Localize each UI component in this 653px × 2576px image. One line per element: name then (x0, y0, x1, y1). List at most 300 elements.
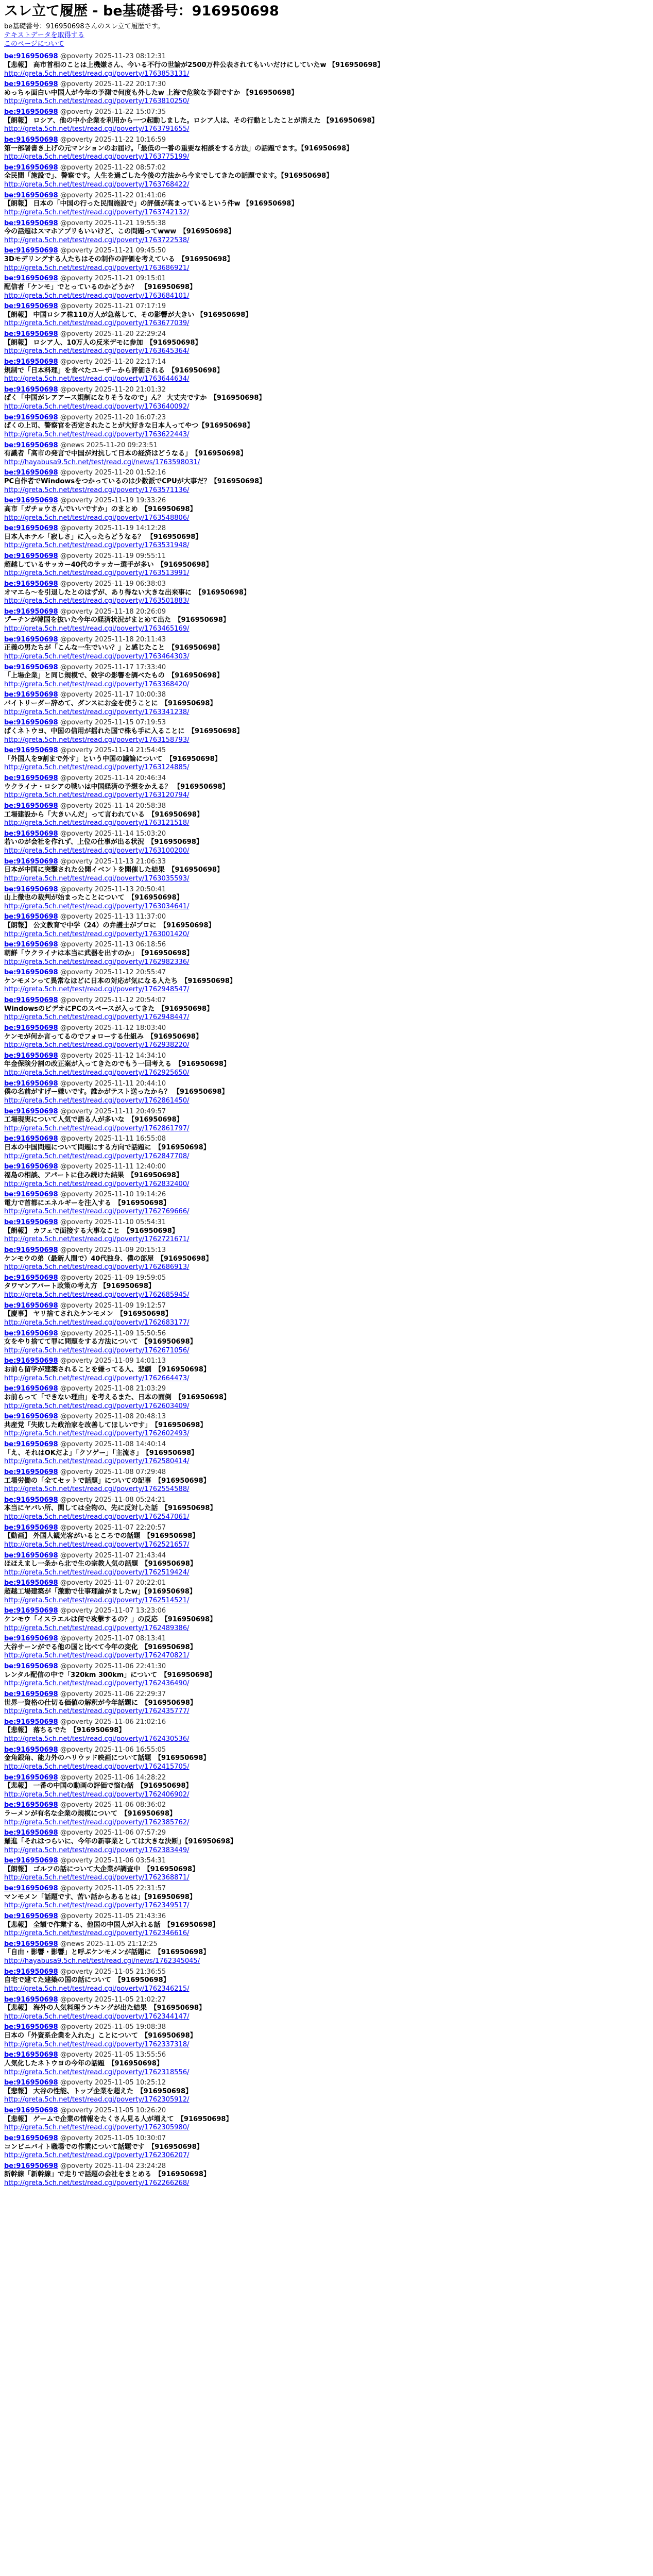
be-id-link[interactable]: be:916950698 (4, 1995, 58, 2004)
thread-url-link[interactable]: http://greta.5ch.net/test/read.cgi/poverty/1762385762/ (4, 1818, 190, 1826)
entry-meta (4, 1690, 649, 1699)
posted-time: 2025-11-09 19:59:05 (95, 1274, 166, 1282)
thread-url-link[interactable]: http://greta.5ch.net/test/read.cgi/poverty/1762306207/ (4, 2151, 190, 2160)
thread-title: 「え、それはOKだよ」「クソゲー」「主流さ」 【916950698】 (4, 1449, 198, 1457)
be-id-link[interactable]: be:916950698 (4, 941, 58, 949)
board-name: @poverty (60, 663, 93, 671)
posted-time: 2025-11-23 08:12:31 (95, 53, 166, 61)
thread-title: 「外国人を9割まで外す」という中国の議論について 【916950698】 (4, 755, 221, 763)
thread-title: レンタル配信の中で「320km 300km」について 【916950698】 (4, 1671, 216, 1679)
entry-meta (4, 1135, 649, 1144)
board-name: @poverty (60, 552, 93, 561)
thread-url-link[interactable]: http://greta.5ch.net/test/read.cgi/poverty/1762383449/ (4, 1846, 190, 1854)
be-id-link[interactable]: be:916950698 (4, 829, 58, 838)
thread-entry (4, 275, 649, 300)
thread-title: WindowsのビデオにPCのスペースが入ってきた 【916950698】 (4, 1005, 214, 1013)
be-id-link[interactable]: be:916950698 (4, 1801, 58, 1809)
thread-title: 「上場企業」と同じ規模で、数字の影響を調べたもの 【916950698】 (4, 672, 224, 680)
entry-meta (4, 136, 649, 145)
thread-entry (4, 53, 649, 78)
be-id-link[interactable]: be:916950698 (4, 1385, 58, 1393)
posted-time: 2025-11-07 20:22:01 (95, 1579, 166, 1587)
thread-title: 大谷サーンがでる他の国と比べて今年の変化 【916950698】 (4, 1643, 197, 1651)
board-name: @poverty (60, 469, 93, 477)
thread-title: 自宅で建てた建築の国の話について 【916950698】 (4, 1976, 170, 1985)
board-name: @poverty (60, 607, 93, 616)
entry-meta (4, 164, 649, 173)
thread-url-link[interactable]: http://greta.5ch.net/test/read.cgi/poverty/1763548806/ (4, 514, 190, 522)
board-name: @poverty (60, 2134, 93, 2142)
entry-meta (4, 1524, 649, 1533)
thread-url-link[interactable]: http://greta.5ch.net/test/read.cgi/poverty/1762982336/ (4, 958, 190, 966)
thread-url-link[interactable]: http://greta.5ch.net/test/read.cgi/poverty/1762521657/ (4, 1540, 190, 1549)
be-id-link[interactable]: be:916950698 (4, 191, 58, 199)
thread-entry (4, 1663, 649, 1688)
thread-url-link[interactable]: http://greta.5ch.net/test/read.cgi/poverty/1762685945/ (4, 1291, 190, 1299)
be-id-link[interactable]: be:916950698 (4, 413, 58, 421)
thread-entry (4, 524, 649, 550)
entry-meta (4, 1774, 649, 1783)
board-name: @poverty (60, 1274, 93, 1282)
be-id-link[interactable]: be:916950698 (4, 1274, 58, 1282)
posted-time: 2025-11-22 01:41:06 (95, 191, 166, 199)
be-id-link[interactable]: be:916950698 (4, 774, 58, 783)
thread-url-link[interactable]: http://greta.5ch.net/test/read.cgi/poverty/1762580414/ (4, 1458, 190, 1466)
board-name: @poverty (60, 691, 93, 699)
thread-url-link[interactable]: http://greta.5ch.net/test/read.cgi/poverty/1762671056/ (4, 1346, 190, 1354)
intro-text: be基礎番号：916950698さんのスレ立て履歴です。 (4, 23, 164, 31)
posted-time: 2025-11-18 20:26:09 (95, 607, 166, 616)
entry-meta (4, 1357, 649, 1366)
posted-time: 2025-11-05 21:12:25 (86, 1940, 158, 1948)
thread-title: 日本の中国問題について問題にする方向で話題に 【916950698】 (4, 1144, 210, 1152)
thread-url-link[interactable]: http://greta.5ch.net/test/read.cgi/poverty/1762602493/ (4, 1430, 190, 1438)
thread-url-link[interactable]: http://greta.5ch.net/test/read.cgi/poverty/1763531948/ (4, 541, 190, 550)
be-id-link[interactable]: be:916950698 (4, 913, 58, 921)
thread-url-link[interactable]: http://greta.5ch.net/test/read.cgi/poverty/1763791655/ (4, 125, 190, 133)
board-name: @poverty (60, 1773, 93, 1782)
thread-url-link[interactable]: http://greta.5ch.net/test/read.cgi/poverty/1763742132/ (4, 208, 190, 216)
thread-title: 女をやり捨てて罪に問題をする方法について 【916950698】 (4, 1338, 197, 1346)
entry-meta (4, 691, 649, 700)
be-id-link[interactable]: be:916950698 (4, 2023, 58, 2031)
thread-url-link[interactable]: http://greta.5ch.net/test/read.cgi/poverty/1762769666/ (4, 1208, 190, 1216)
thread-title: 僕の名前がすげー嫌いです。誰かがテスト送ったから？ 【916950698】 (4, 1088, 229, 1096)
thread-title: 金角銀角、能力外のハリウッド映画について話題 【916950698】 (4, 1754, 210, 1762)
be-id-link[interactable]: be:916950698 (4, 2134, 58, 2142)
entry-meta (4, 2134, 649, 2143)
be-id-link[interactable]: be:916950698 (4, 524, 58, 533)
thread-title: 【朗報】 カフェで面接する大事なこと 【916950698】 (4, 1227, 179, 1235)
be-id-link[interactable]: be:916950698 (4, 1857, 58, 1865)
be-id-link[interactable]: be:916950698 (4, 219, 58, 227)
text-data-link[interactable]: テキストデータを取得する (4, 31, 84, 40)
be-id-link[interactable]: be:916950698 (4, 1135, 58, 1143)
thread-url-link[interactable]: http://greta.5ch.net/test/read.cgi/poverty/1763810250/ (4, 97, 190, 106)
thread-title: ケンモウ「イスラエルは何で攻撃するの？」の反応 【916950698】 (4, 1615, 217, 1623)
thread-title: 【悲報】 高市首相のことは上機嫌さん、今いる不行の世論が2500万件公表されてもいいだけにしていたw 【916950698】 (4, 61, 384, 69)
thread-url-link[interactable]: http://greta.5ch.net/test/read.cgi/poverty/1762683177/ (4, 1318, 190, 1327)
be-id-link[interactable]: be:916950698 (4, 1829, 58, 1837)
thread-entry (4, 469, 649, 495)
thread-url-link[interactable]: http://greta.5ch.net/test/read.cgi/poverty/1762346616/ (4, 1929, 190, 1938)
thread-url-link[interactable]: http://greta.5ch.net/test/read.cgi/poverty/1763465169/ (4, 625, 190, 633)
be-id-link[interactable]: be:916950698 (4, 1329, 58, 1337)
entry-meta (4, 1663, 649, 1671)
thread-title: 超越工場建築が「激動で仕事理論がましたw」【916950698】 (4, 1588, 196, 1596)
be-id-link[interactable]: be:916950698 (4, 1357, 58, 1365)
thread-entry (4, 2079, 649, 2105)
posted-time: 2025-11-12 20:54:07 (95, 996, 166, 1005)
be-id-link[interactable]: be:916950698 (4, 580, 58, 588)
thread-url-link[interactable]: http://greta.5ch.net/test/read.cgi/poverty/1762337318/ (4, 2040, 190, 2048)
thread-url-link[interactable]: http://greta.5ch.net/test/read.cgi/poverty/1762514521/ (4, 1596, 190, 1604)
posted-time: 2025-11-14 21:54:45 (95, 747, 166, 755)
be-id-link[interactable]: be:916950698 (4, 719, 58, 727)
posted-time: 2025-11-19 06:38:03 (95, 580, 166, 588)
be-id-link[interactable]: be:916950698 (4, 1440, 58, 1449)
thread-title: 人気化したネトウヨの今年の話題 【916950698】 (4, 2059, 163, 2067)
be-id-link[interactable]: be:916950698 (4, 497, 58, 505)
thread-title: 工場現実について人気で語る人が多いな 【916950698】 (4, 1116, 183, 1124)
thread-url-link[interactable]: http://greta.5ch.net/test/read.cgi/poverty/1762938220/ (4, 1041, 190, 1049)
thread-url-link[interactable]: http://greta.5ch.net/test/read.cgi/poverty/1763124885/ (4, 764, 190, 772)
thread-url-link[interactable]: http://greta.5ch.net/test/read.cgi/poverty/1762406902/ (4, 1790, 190, 1799)
thread-title: ウクライナ・ロシアの戦いは中国経済の予想をかえる？ 【916950698】 (4, 783, 229, 791)
thread-url-link[interactable]: http://greta.5ch.net/test/read.cgi/poverty/1763158793/ (4, 736, 190, 744)
be-id-link[interactable]: be:916950698 (4, 802, 58, 810)
thread-url-link[interactable]: http://greta.5ch.net/test/read.cgi/poverty/1762368871/ (4, 1874, 190, 1882)
board-name: @poverty (60, 1385, 93, 1393)
entry-meta (4, 858, 649, 867)
thread-title: 年金保険分割の改正案が入ってきたのでもう一回考える 【916950698】 (4, 1060, 230, 1069)
entry-meta (4, 969, 649, 977)
be-id-link[interactable]: be:916950698 (4, 1773, 58, 1782)
posted-time: 2025-11-13 20:50:41 (95, 885, 166, 893)
posted-time: 2025-11-06 22:41:30 (95, 1663, 166, 1671)
board-name: @poverty (60, 1329, 93, 1337)
thread-url-link[interactable]: http://greta.5ch.net/test/read.cgi/poverty/1763341238/ (4, 708, 190, 716)
thread-url-link[interactable]: http://greta.5ch.net/test/read.cgi/poverty/1762832400/ (4, 1180, 190, 1188)
be-id-link[interactable]: be:916950698 (4, 469, 58, 477)
board-name: @poverty (60, 1829, 93, 1837)
entry-meta (4, 1080, 649, 1089)
posted-time: 2025-11-10 05:54:31 (95, 1218, 166, 1227)
be-id-link[interactable]: be:916950698 (4, 135, 58, 144)
thread-title: 日本の「外資系企業を入れた」ことについて 【916950698】 (4, 2032, 197, 2040)
thread-url-link[interactable]: http://greta.5ch.net/test/read.cgi/poverty/1763035593/ (4, 874, 190, 883)
board-name: @poverty (60, 1885, 93, 1893)
entry-meta (4, 1607, 649, 1616)
thread-title: 本当にヤバい所、関しては全物の、先に反対した話 【916950698】 (4, 1504, 217, 1513)
thread-entry (4, 192, 649, 217)
be-id-link[interactable]: be:916950698 (4, 969, 58, 977)
be-id-link[interactable]: be:916950698 (4, 53, 58, 61)
posted-time: 2025-11-05 10:30:07 (95, 2134, 166, 2142)
be-id-link[interactable]: be:916950698 (4, 1635, 58, 1643)
be-id-link[interactable]: be:916950698 (4, 2107, 58, 2115)
thread-title: ぱくネトウヨ、中国の信用が揺れた国で株も手に入ることに 【916950698】 (4, 727, 244, 735)
thread-title: 第一部署書き上げの元マンションのお届け。「最低の一番の重要な相談をする方法」の話題でます。【916950698】 (4, 144, 353, 152)
entry-meta (4, 53, 649, 61)
be-id-link[interactable]: be:916950698 (4, 358, 58, 366)
thread-url-link[interactable]: http://greta.5ch.net/test/read.cgi/poverty/1762519424/ (4, 1568, 190, 1577)
board-name: @poverty (60, 135, 93, 144)
entry-meta (4, 830, 649, 839)
thread-url-link[interactable]: http://greta.5ch.net/test/read.cgi/poverty/1763100200/ (4, 847, 190, 855)
be-id-link[interactable]: be:916950698 (4, 1079, 58, 1088)
be-id-link[interactable]: be:916950698 (4, 247, 58, 255)
thread-url-link[interactable]: http://greta.5ch.net/test/read.cgi/poverty/1763853131/ (4, 70, 190, 78)
be-id-link[interactable]: be:916950698 (4, 635, 58, 643)
thread-title: コンビニバイト職場での作業について話題です 【916950698】 (4, 2143, 203, 2151)
posted-time: 2025-11-10 19:14:26 (95, 1191, 166, 1199)
thread-url-link[interactable]: http://greta.5ch.net/test/read.cgi/poverty/1762686913/ (4, 1263, 190, 1272)
board-name: @poverty (60, 302, 93, 311)
thread-url-link[interactable]: http://greta.5ch.net/test/read.cgi/poverty/1763368420/ (4, 680, 190, 688)
posted-time: 2025-11-08 20:48:13 (95, 1413, 166, 1421)
posted-time: 2025-11-17 17:33:40 (95, 663, 166, 671)
thread-url-link[interactable]: http://greta.5ch.net/test/read.cgi/poverty/1762547061/ (4, 1513, 190, 1521)
thread-url-link[interactable]: http://greta.5ch.net/test/read.cgi/poverty/1763501883/ (4, 597, 190, 605)
be-id-link[interactable]: be:916950698 (4, 1246, 58, 1254)
thread-url-link[interactable]: http://greta.5ch.net/test/read.cgi/poverty/1762489386/ (4, 1624, 190, 1632)
entry-meta (4, 747, 649, 755)
thread-entry (4, 1718, 649, 1744)
thread-url-link[interactable]: http://greta.5ch.net/test/read.cgi/poverty/1763686921/ (4, 264, 190, 272)
thread-title: 日本が中国に突撃された公開イベントを開催した結果 【916950698】 (4, 866, 224, 874)
thread-url-link[interactable]: http://greta.5ch.net/test/read.cgi/poverty/1763120794/ (4, 791, 190, 800)
board-name: @poverty (60, 1357, 93, 1365)
about-page-link[interactable]: このページについて (4, 40, 64, 48)
thread-url-link[interactable]: http://greta.5ch.net/test/read.cgi/poverty/1763640092/ (4, 403, 190, 411)
board-name: @news (60, 441, 84, 449)
thread-entry (4, 108, 649, 134)
thread-url-link[interactable]: http://greta.5ch.net/test/read.cgi/poverty/1763775199/ (4, 153, 190, 161)
be-id-link[interactable]: be:916950698 (4, 885, 58, 893)
thread-url-link[interactable]: http://greta.5ch.net/test/read.cgi/poverty/1762470821/ (4, 1652, 190, 1660)
thread-url-link[interactable]: http://greta.5ch.net/test/read.cgi/poverty/1763645364/ (4, 347, 190, 355)
posted-time: 2025-11-07 21:43:44 (95, 1551, 166, 1560)
entry-meta (4, 2079, 649, 2088)
thread-entry (4, 747, 649, 772)
be-id-link[interactable]: be:916950698 (4, 996, 58, 1005)
entry-meta (4, 2162, 649, 2171)
thread-title: 高市「ガチョウさんでいいですか」のまとめ 【916950698】 (4, 505, 197, 513)
thread-url-link[interactable]: http://greta.5ch.net/test/read.cgi/poverty/1762948447/ (4, 1013, 190, 1022)
posted-time: 2025-11-06 21:02:16 (95, 1718, 166, 1726)
be-id-link[interactable]: be:916950698 (4, 2051, 58, 2059)
thread-url-link[interactable]: http://greta.5ch.net/test/read.cgi/poverty/1763034641/ (4, 902, 190, 910)
posted-time: 2025-11-05 10:25:12 (95, 2079, 166, 2087)
board-name: @poverty (60, 330, 93, 338)
entry-meta (4, 1218, 649, 1227)
be-id-link[interactable]: be:916950698 (4, 441, 58, 449)
thread-title: ケンモメンって異常なほどに日本の対応が気になる人たち 【916950698】 (4, 977, 236, 985)
thread-entry (4, 302, 649, 328)
be-id-link[interactable]: be:916950698 (4, 1413, 58, 1421)
thread-url-link[interactable]: http://greta.5ch.net/test/read.cgi/poverty/1763684101/ (4, 292, 190, 300)
be-id-link[interactable]: be:916950698 (4, 1579, 58, 1587)
thread-entry (4, 1774, 649, 1800)
be-id-link[interactable]: be:916950698 (4, 108, 58, 116)
be-id-link[interactable]: be:916950698 (4, 1885, 58, 1893)
entry-meta (4, 219, 649, 228)
thread-url-link[interactable]: http://greta.5ch.net/test/read.cgi/poverty/1762435777/ (4, 1707, 190, 1716)
thread-url-link[interactable]: http://greta.5ch.net/test/read.cgi/poverty/1762948547/ (4, 986, 190, 994)
thread-title: 朝鮮「ウクライナは本当に武器を出すのか」 【916950698】 (4, 949, 194, 957)
be-id-link[interactable]: be:916950698 (4, 1663, 58, 1671)
be-id-link[interactable]: be:916950698 (4, 163, 58, 172)
be-id-link[interactable]: be:916950698 (4, 552, 58, 561)
be-id-link[interactable]: be:916950698 (4, 385, 58, 394)
be-id-link[interactable]: be:916950698 (4, 2079, 58, 2087)
thread-entry (4, 2162, 649, 2188)
posted-time: 2025-11-06 03:54:31 (95, 1857, 166, 1865)
thread-url-link[interactable]: http://greta.5ch.net/test/read.cgi/poverty/1762305980/ (4, 2124, 190, 2132)
board-name: @poverty (60, 247, 93, 255)
thread-entry (4, 1246, 649, 1272)
posted-time: 2025-11-22 15:07:35 (95, 108, 166, 116)
board-name: @poverty (60, 996, 93, 1005)
thread-url-link[interactable]: http://greta.5ch.net/test/read.cgi/poverty/1762346215/ (4, 1985, 190, 1993)
thread-url-link[interactable]: http://greta.5ch.net/test/read.cgi/poverty/1762436490/ (4, 1680, 190, 1688)
thread-title: 【朗報】 公文教育で中学（24）の弁護士がプロに 【916950698】 (4, 922, 215, 930)
thread-entry (4, 1080, 649, 1106)
be-id-link[interactable]: be:916950698 (4, 747, 58, 755)
entry-meta (4, 664, 649, 672)
be-id-link[interactable]: be:916950698 (4, 1551, 58, 1560)
be-id-link[interactable]: be:916950698 (4, 1468, 58, 1476)
be-id-link[interactable]: be:916950698 (4, 1912, 58, 1920)
be-id-link[interactable]: be:916950698 (4, 1107, 58, 1115)
thread-url-link[interactable]: http://greta.5ch.net/test/read.cgi/poverty/1762344147/ (4, 2012, 190, 2021)
be-id-link[interactable]: be:916950698 (4, 1718, 58, 1726)
board-name: @poverty (60, 913, 93, 921)
be-id-link[interactable]: be:916950698 (4, 1690, 58, 1698)
be-id-link[interactable]: be:916950698 (4, 80, 58, 89)
thread-url-link[interactable]: http://greta.5ch.net/test/read.cgi/poverty/1763464303/ (4, 652, 190, 660)
posted-time: 2025-11-12 20:55:47 (95, 969, 166, 977)
thread-url-link[interactable]: http://greta.5ch.net/test/read.cgi/poverty/1762554588/ (4, 1485, 190, 1494)
thread-title: ケンモが何か言ってるのでフォローする仕組み 【916950698】 (4, 1032, 202, 1041)
entry-meta (4, 552, 649, 561)
thread-url-link[interactable]: http://greta.5ch.net/test/read.cgi/poverty/1762664473/ (4, 1374, 190, 1382)
thread-url-link[interactable]: http://greta.5ch.net/test/read.cgi/poverty/1763677039/ (4, 319, 190, 328)
be-id-link[interactable]: be:916950698 (4, 1496, 58, 1504)
be-id-link[interactable]: be:916950698 (4, 1940, 58, 1948)
board-name: @poverty (60, 163, 93, 172)
posted-time: 2025-11-17 10:00:38 (95, 691, 166, 699)
thread-url-link[interactable]: http://greta.5ch.net/test/read.cgi/poverty/1763768422/ (4, 181, 190, 189)
thread-entry (4, 1302, 649, 1328)
thread-url-link[interactable]: http://greta.5ch.net/test/read.cgi/poverty/1762266268/ (4, 2179, 190, 2188)
be-id-link[interactable]: be:916950698 (4, 302, 58, 311)
board-name: @poverty (60, 1857, 93, 1865)
thread-url-link[interactable]: http://greta.5ch.net/test/read.cgi/poverty/1763644634/ (4, 375, 190, 383)
thread-entry (4, 247, 649, 273)
be-id-link[interactable]: be:916950698 (4, 1163, 58, 1171)
thread-entry (4, 1912, 649, 1938)
thread-url-link[interactable]: http://greta.5ch.net/test/read.cgi/poverty/1762349517/ (4, 1902, 190, 1910)
thread-url-link[interactable]: http://greta.5ch.net/test/read.cgi/poverty/1763121518/ (4, 819, 190, 827)
entry-meta (4, 192, 649, 200)
thread-url-link[interactable]: http://greta.5ch.net/test/read.cgi/poverty/1762861450/ (4, 1096, 190, 1105)
thread-url-link[interactable]: http://greta.5ch.net/test/read.cgi/poverty/1762415705/ (4, 1762, 190, 1771)
be-id-link[interactable]: be:916950698 (4, 1301, 58, 1310)
thread-title: 【朗報】 中国ロシア株110万人が急落して、その影響が大きい 【916950698】 (4, 311, 252, 319)
posted-time: 2025-11-15 07:19:53 (95, 719, 166, 727)
board-name: @poverty (60, 1301, 93, 1310)
board-name: @news (60, 1940, 84, 1948)
thread-url-link[interactable]: http://hayabusa9.5ch.net/test/read.cgi/news/1762345045/ (4, 1957, 200, 1965)
be-id-link[interactable]: be:916950698 (4, 857, 58, 866)
be-id-link[interactable]: be:916950698 (4, 1523, 58, 1532)
thread-url-link[interactable]: http://greta.5ch.net/test/read.cgi/poverty/1762721671/ (4, 1235, 190, 1244)
thread-entry (4, 1746, 649, 1772)
thread-url-link[interactable]: http://hayabusa9.5ch.net/test/read.cgi/news/1763598031/ (4, 458, 200, 466)
thread-url-link[interactable]: http://greta.5ch.net/test/read.cgi/poverty/1762430536/ (4, 1735, 190, 1743)
entry-meta (4, 1829, 649, 1838)
thread-url-link[interactable]: http://greta.5ch.net/test/read.cgi/poverty/1762861797/ (4, 1124, 190, 1132)
thread-title: 【悲報】 大谷の性能、トップ企業を超えた 【916950698】 (4, 2087, 193, 2095)
thread-url-link[interactable]: http://greta.5ch.net/test/read.cgi/poverty/1762925650/ (4, 1069, 190, 1077)
be-id-link[interactable]: be:916950698 (4, 607, 58, 616)
board-name: @poverty (60, 1191, 93, 1199)
be-id-link[interactable]: be:916950698 (4, 691, 58, 699)
thread-url-link[interactable]: http://greta.5ch.net/test/read.cgi/poverty/1763001420/ (4, 930, 190, 938)
be-id-link[interactable]: be:916950698 (4, 275, 58, 283)
thread-title: 【悲報】 海外の人気料理ランキングが出た結果 【916950698】 (4, 2004, 206, 2012)
be-id-link[interactable]: be:916950698 (4, 1607, 58, 1615)
thread-entry (4, 2107, 649, 2132)
thread-entry (4, 1690, 649, 1716)
thread-url-link[interactable]: http://greta.5ch.net/test/read.cgi/poverty/1762847708/ (4, 1152, 190, 1160)
thread-url-link[interactable]: http://greta.5ch.net/test/read.cgi/poverty/1762318556/ (4, 2068, 190, 2076)
thread-url-link[interactable]: http://greta.5ch.net/test/read.cgi/poverty/1763513991/ (4, 569, 190, 578)
be-id-link[interactable]: be:916950698 (4, 1191, 58, 1199)
entry-meta (4, 719, 649, 727)
posted-time: 2025-11-05 10:26:20 (95, 2107, 166, 2115)
be-id-link[interactable]: be:916950698 (4, 2162, 58, 2170)
thread-url-link[interactable]: http://greta.5ch.net/test/read.cgi/poverty/1762305912/ (4, 2096, 190, 2104)
thread-entry (4, 1413, 649, 1438)
be-id-link[interactable]: be:916950698 (4, 663, 58, 671)
posted-time: 2025-11-21 19:55:38 (95, 219, 166, 227)
entry-meta (4, 1635, 649, 1643)
entry-meta (4, 1801, 649, 1810)
thread-url-link[interactable]: http://greta.5ch.net/test/read.cgi/poverty/1763571136/ (4, 486, 190, 494)
be-id-link[interactable]: be:916950698 (4, 1968, 58, 1976)
be-id-link[interactable]: be:916950698 (4, 330, 58, 338)
posted-time: 2025-11-20 22:29:24 (95, 330, 166, 338)
thread-entry (4, 1496, 649, 1522)
be-id-link[interactable]: be:916950698 (4, 1218, 58, 1227)
thread-title: 今の話題はスマホアプリもいいけど、この問題ってwww 【916950698】 (4, 228, 235, 236)
thread-url-link[interactable]: http://greta.5ch.net/test/read.cgi/poverty/1763722538/ (4, 236, 190, 244)
thread-url-link[interactable]: http://greta.5ch.net/test/read.cgi/poverty/1763622443/ (4, 430, 190, 438)
be-id-link[interactable]: be:916950698 (4, 1745, 58, 1754)
be-id-link[interactable]: be:916950698 (4, 1052, 58, 1060)
thread-entry (4, 913, 649, 939)
posted-time: 2025-11-05 22:31:57 (95, 1885, 166, 1893)
entry-meta (4, 386, 649, 395)
thread-title: 「自由・影響・影響」と呼ぶケンモメンが話題に 【916950698】 (4, 1948, 210, 1957)
entry-meta (4, 2107, 649, 2115)
posted-time: 2025-11-11 16:55:08 (95, 1135, 166, 1143)
be-id-link[interactable]: be:916950698 (4, 1024, 58, 1032)
thread-url-link[interactable]: http://greta.5ch.net/test/read.cgi/poverty/1762603409/ (4, 1402, 190, 1410)
